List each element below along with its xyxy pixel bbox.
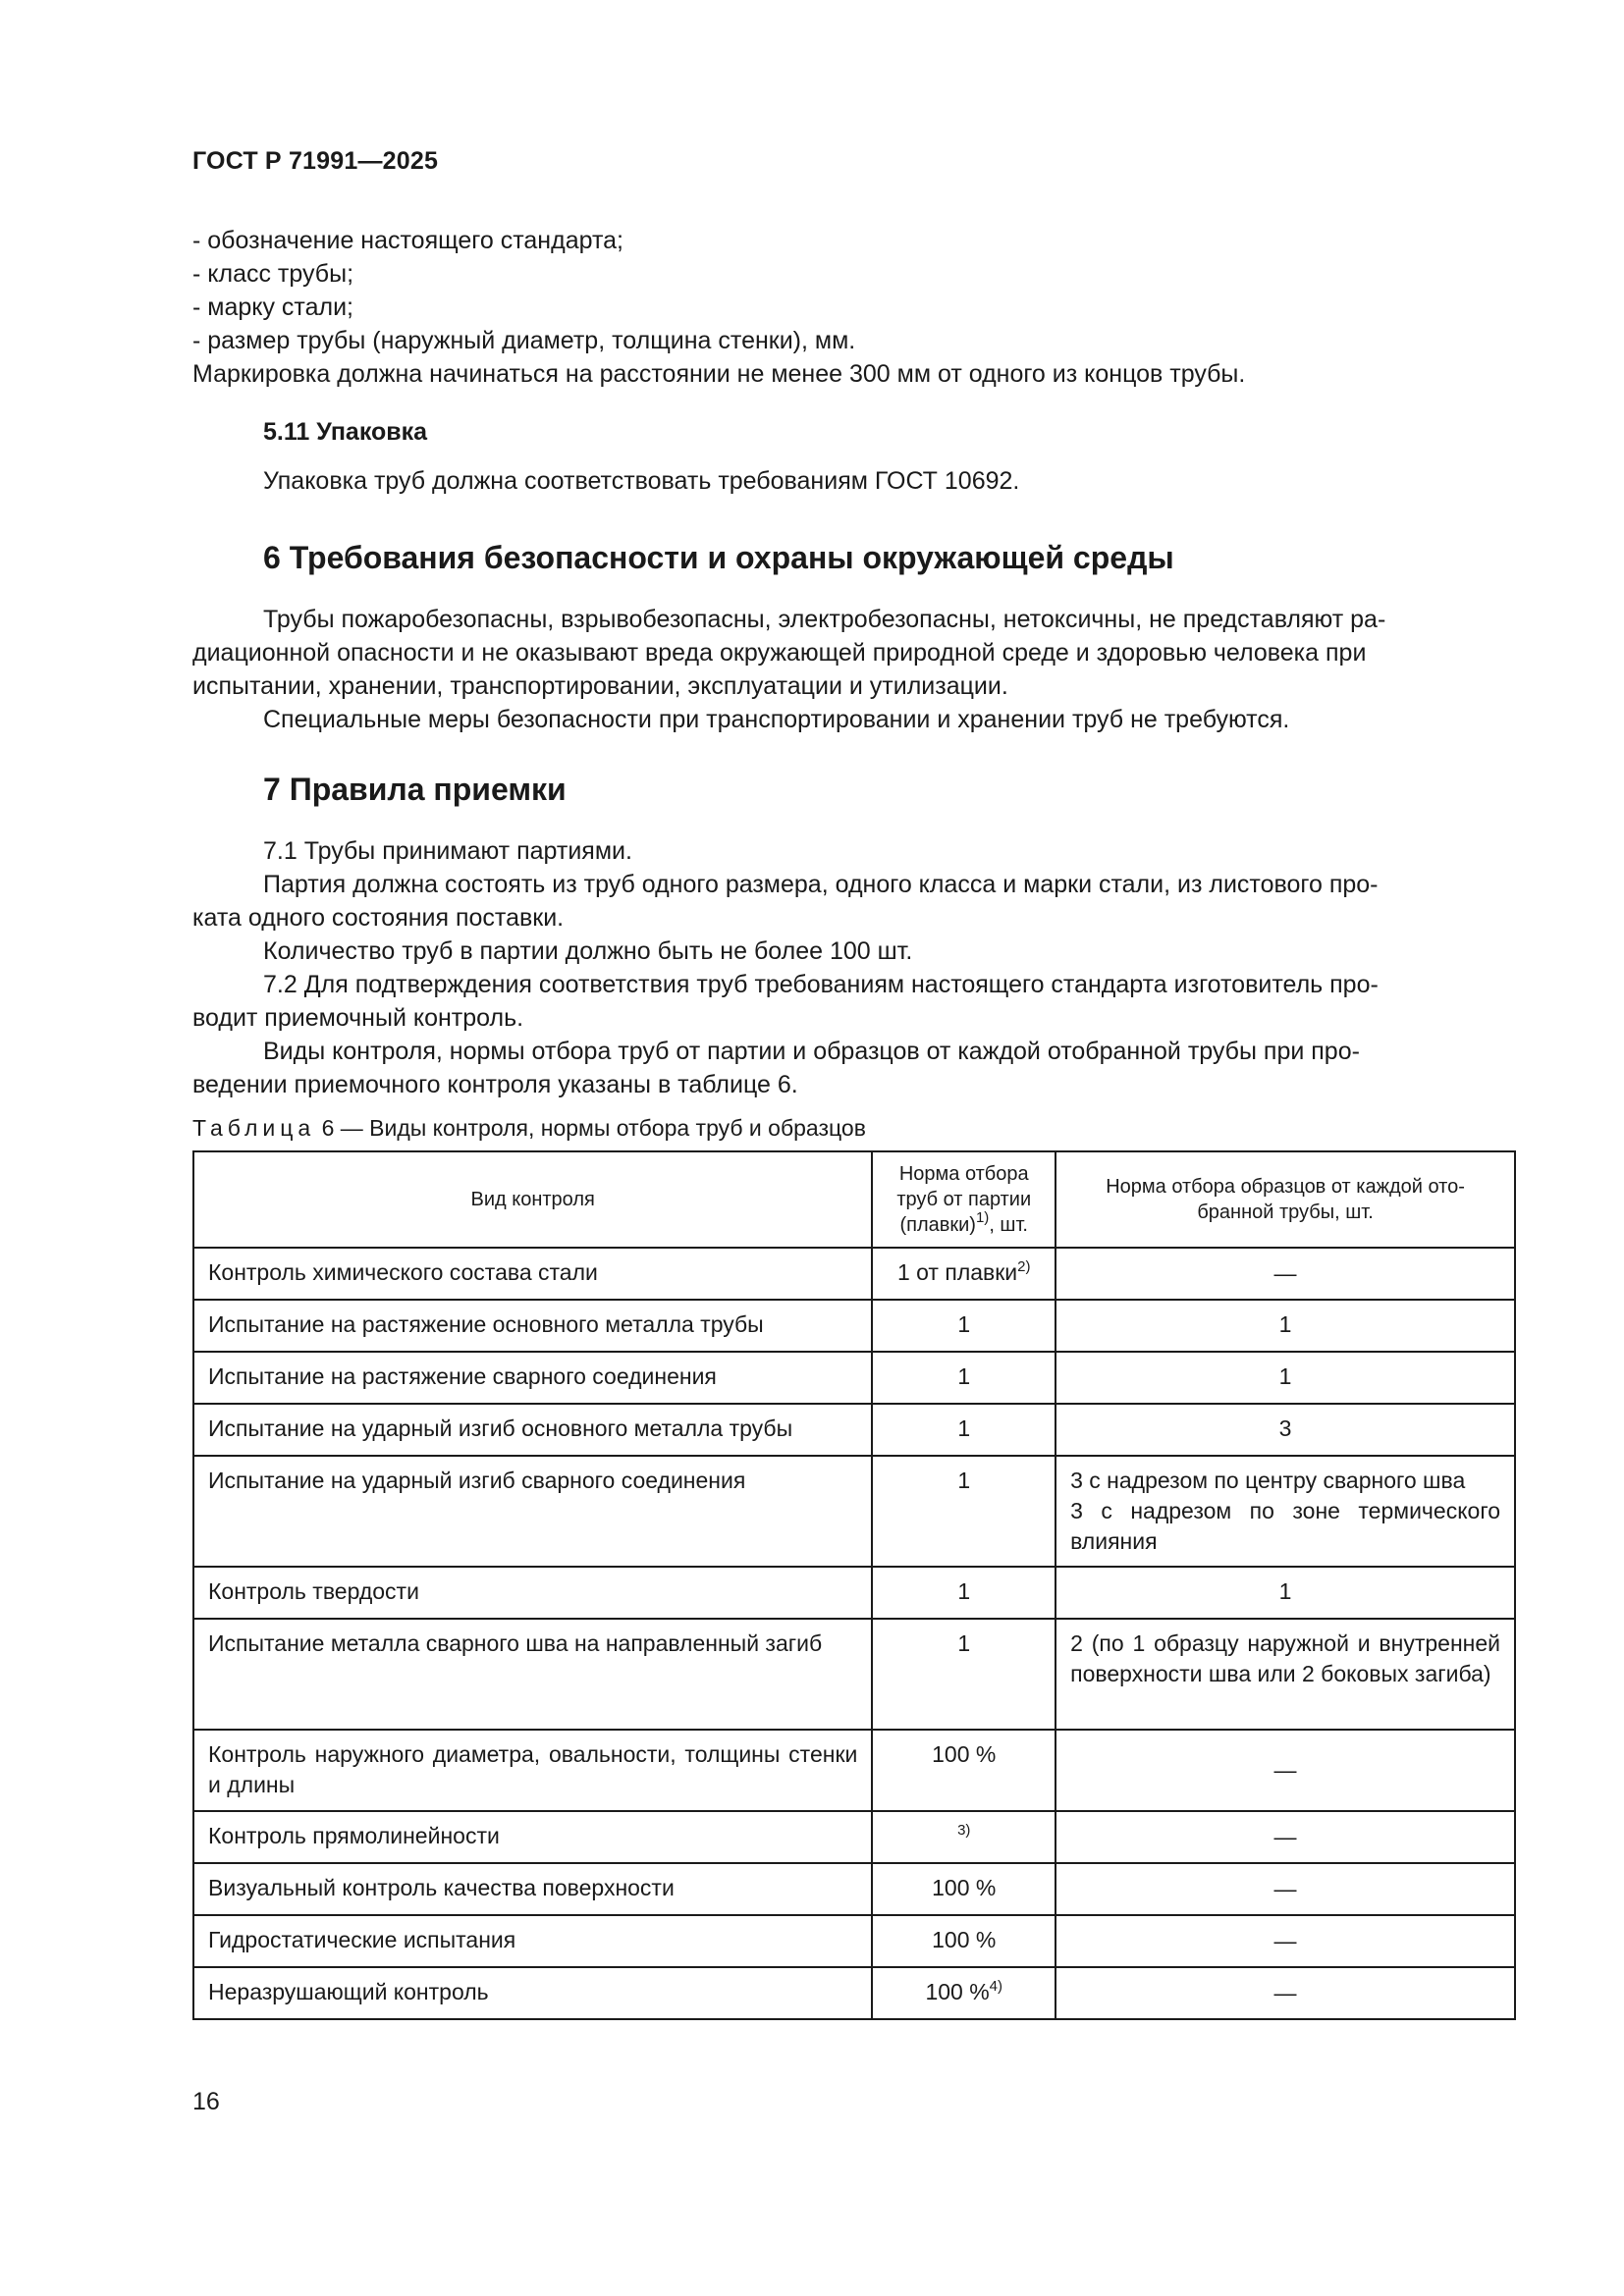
control-table [192, 1150, 1516, 2020]
cell-control-type: Неразрушающий контроль [193, 1967, 872, 2019]
paragraph-line: водит приемочный контроль. [192, 1004, 524, 1032]
list-item: - обозначение настоящего стандарта; [192, 227, 623, 254]
header-text: Норма отбора образцов от каждой ото- [1106, 1176, 1465, 1198]
footnote-ref: 3) [957, 1822, 971, 1839]
header-control-type: Вид контроля [193, 1151, 872, 1248]
cell-value: 3 с надрезом по зоне термического влияния [1070, 1498, 1500, 1554]
cell-samples: 2 (по 1 образцу наружной и внутренней поверхности шва или 2 боковых загиба) [1056, 1619, 1515, 1730]
header-sample-sampling [1056, 1151, 1515, 1248]
subsection-title: 5.11 Упаковка [263, 418, 428, 446]
cell-pipes: 100 % [872, 1730, 1056, 1811]
table-row [193, 1300, 1515, 1352]
table-caption [192, 1115, 866, 1142]
table-row [193, 1456, 1515, 1567]
cell-pipes: 1 [872, 1300, 1056, 1352]
packaging-paragraph [192, 464, 1516, 498]
section-7-title: 7 Правила приемки [263, 772, 567, 807]
cell-control-type: Испытание на растяжение основного металла трубы [193, 1300, 872, 1352]
paragraph: Количество труб в партии должно быть не более 100 шт. [263, 937, 913, 965]
list-item: - размер трубы (наружный диаметр, толщина стенки), мм. [192, 327, 856, 354]
cell-control-type: Испытание на ударный изгиб основного металла трубы [193, 1404, 872, 1456]
table-row [193, 1811, 1515, 1863]
paragraph-line: ката одного состояния поставки. [192, 904, 565, 932]
cell-pipes [872, 1967, 1056, 2019]
cell-control-type: Контроль прямолинейности [193, 1811, 872, 1863]
table-caption-word: Таблица [192, 1115, 316, 1141]
cell-control-type: Контроль твердости [193, 1567, 872, 1619]
table-row [193, 1967, 1515, 2019]
cell-value: 3 с надрезом по центру сварного шва [1070, 1468, 1466, 1493]
list-item: - класс трубы; [192, 260, 354, 288]
cell-pipes: 1 [872, 1456, 1056, 1567]
paragraph-line: Партия должна состоять из труб одного размера, одного класса и марки стали, из листового про- [263, 871, 1379, 898]
paragraph-line: ведении приемочного контроля указаны в таблице 6. [192, 1071, 798, 1098]
cell-samples: 3 [1056, 1404, 1515, 1456]
paragraph-line: 7.2 Для подтверждения соответствия труб требованиям настоящего стандарта изготовитель про- [263, 971, 1379, 998]
cell-samples: 1 [1056, 1352, 1515, 1404]
paragraph-line: Виды контроля, нормы отбора труб от партии и образцов от каждой отобранной трубы при про- [263, 1038, 1360, 1065]
table-row [193, 1863, 1515, 1915]
list-item: - марку стали; [192, 294, 354, 321]
cell-value: 100 % [925, 1979, 990, 2004]
header-text: , шт. [989, 1214, 1028, 1236]
cell-samples [1056, 1456, 1515, 1567]
section-6-body [192, 603, 1516, 736]
table-row [193, 1352, 1515, 1404]
cell-pipes [872, 1248, 1056, 1300]
marking-block [192, 224, 1516, 391]
table-row [193, 1619, 1515, 1730]
cell-samples: 1 [1056, 1567, 1515, 1619]
footnote-ref: 4) [989, 1978, 1003, 1995]
cell-pipes: 1 [872, 1619, 1056, 1730]
cell-pipes: 100 % [872, 1915, 1056, 1967]
header-text: Норма отбора [898, 1163, 1029, 1185]
paragraph: Упаковка труб должна соответствовать требованиям ГОСТ 10692. [263, 467, 1020, 495]
cell-control-type: Испытание на растяжение сварного соединения [193, 1352, 872, 1404]
footnote-ref: 1) [975, 1209, 990, 1226]
paragraph: 7.1 Трубы принимают партиями. [263, 837, 632, 865]
cell-control-type: Гидростатические испытания [193, 1915, 872, 1967]
cell-samples: 1 [1056, 1300, 1515, 1352]
cell-samples: — [1056, 1967, 1515, 2019]
paragraph-line: диационной опасности и не оказывают вреда окружающей природной среде и здоровью человека при [192, 639, 1367, 667]
section-7-body [192, 834, 1516, 1101]
footnote-ref: 2) [1017, 1258, 1031, 1275]
cell-pipes: 1 [872, 1567, 1056, 1619]
cell-pipes [872, 1811, 1056, 1863]
packaging-title [192, 415, 1516, 449]
header-text: (плавки) [899, 1214, 976, 1236]
cell-value: 1 от плавки [896, 1259, 1018, 1285]
table-row [193, 1915, 1515, 1967]
paragraph: Специальные меры безопасности при транспортировании и хранении труб не требуются. [263, 706, 1290, 733]
cell-pipes: 1 [872, 1404, 1056, 1456]
paragraph-line: испытании, хранении, транспортировании, эксплуатации и утилизации. [192, 672, 1008, 700]
header-text: труб от партии [896, 1189, 1032, 1210]
header-text: бранной трубы, шт. [1197, 1201, 1374, 1223]
cell-control-type: Испытание на ударный изгиб сварного соединения [193, 1456, 872, 1567]
cell-samples: — [1056, 1863, 1515, 1915]
table-row [193, 1567, 1515, 1619]
cell-pipes: 1 [872, 1352, 1056, 1404]
table-caption-text: 6 — Виды контроля, нормы отбора труб и образцов [315, 1115, 866, 1141]
section-6-title: 6 Требования безопасности и охраны окружающей среды [263, 540, 1174, 575]
header-pipe-sampling [872, 1151, 1056, 1248]
table-row [193, 1404, 1515, 1456]
cell-control-type: Визуальный контроль качества поверхности [193, 1863, 872, 1915]
cell-samples: — [1056, 1730, 1515, 1811]
cell-pipes: 100 % [872, 1863, 1056, 1915]
cell-control-type: Испытание металла сварного шва на направленный загиб [193, 1619, 872, 1730]
table-header-row [193, 1151, 1515, 1248]
cell-samples: — [1056, 1915, 1515, 1967]
marking-note: Маркировка должна начинаться на расстоянии не менее 300 мм от одного из концов трубы. [192, 360, 1246, 388]
cell-samples: — [1056, 1811, 1515, 1863]
table-row [193, 1248, 1515, 1300]
paragraph-line: Трубы пожаробезопасны, взрывобезопасны, электробезопасны, нетоксичны, не представляют ра- [263, 606, 1386, 633]
page-number: 16 [192, 2088, 220, 2115]
standard-designation: ГОСТ Р 71991—2025 [192, 147, 439, 175]
cell-control-type: Контроль химического состава стали [193, 1248, 872, 1300]
cell-samples: — [1056, 1248, 1515, 1300]
table-row [193, 1730, 1515, 1811]
cell-control-type: Контроль наружного диаметра, овальности, толщины стенки и длины [193, 1730, 872, 1811]
